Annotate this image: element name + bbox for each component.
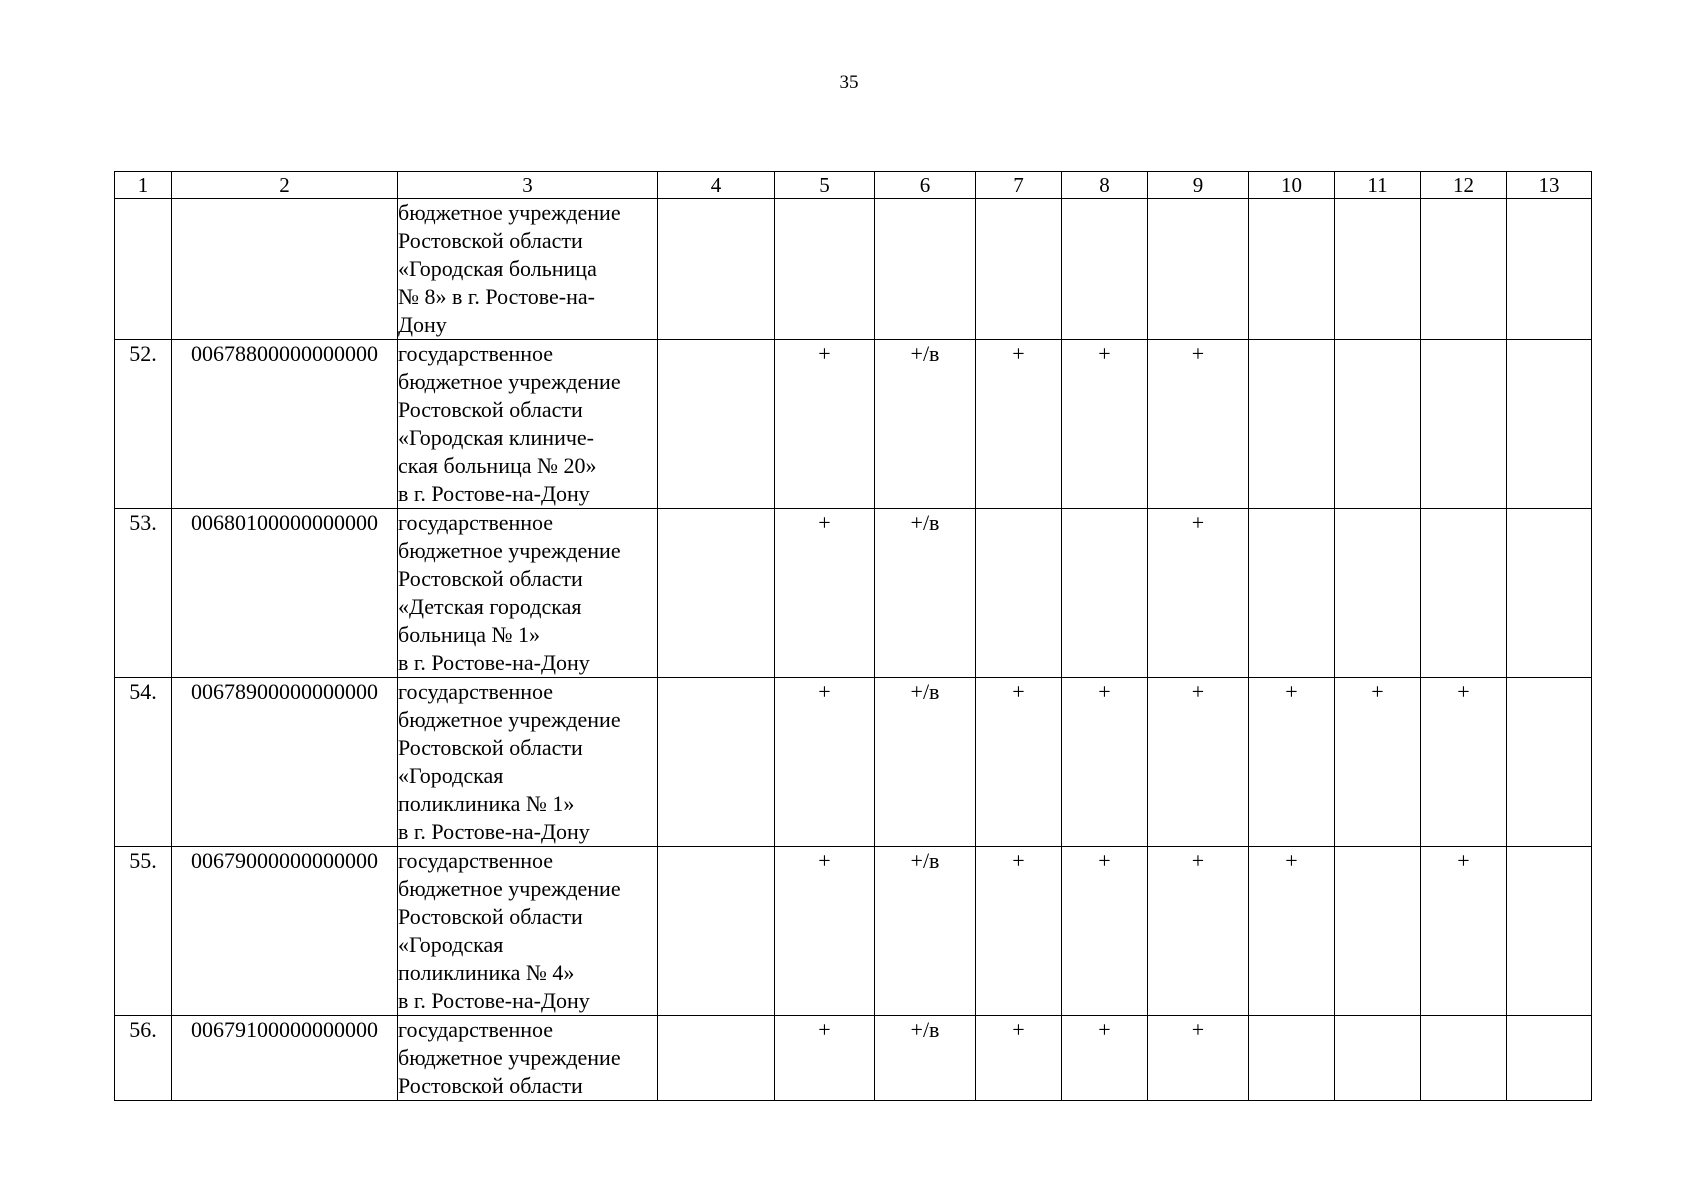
row-number: 52.	[115, 340, 172, 509]
cell-col-7	[976, 199, 1062, 340]
cell-col-9	[1148, 199, 1249, 340]
cell-col-10	[1249, 340, 1335, 509]
cell-col-5: +	[775, 340, 875, 509]
registry-code: 00678800000000000	[172, 340, 398, 509]
cell-col-13	[1507, 340, 1592, 509]
organization-name: государственное бюджетное учреждение Ростовской области «Городская поликлиника № 4» в г. Ростове-на-Дону	[398, 847, 658, 1016]
column-header: 6	[875, 172, 976, 199]
cell-col-6	[875, 199, 976, 340]
cell-col-8: +	[1062, 340, 1148, 509]
cell-col-9: +	[1148, 847, 1249, 1016]
registry-code: 00679000000000000	[172, 847, 398, 1016]
column-header: 8	[1062, 172, 1148, 199]
column-header: 10	[1249, 172, 1335, 199]
column-header: 12	[1421, 172, 1507, 199]
cell-col-11	[1335, 847, 1421, 1016]
cell-col-6: +/в	[875, 1016, 976, 1101]
row-number: 56.	[115, 1016, 172, 1101]
cell-col-4	[658, 509, 775, 678]
table-row	[115, 847, 1592, 1016]
cell-col-4	[658, 678, 775, 847]
cell-col-12	[1421, 340, 1507, 509]
cell-col-7: +	[976, 340, 1062, 509]
cell-col-11	[1335, 340, 1421, 509]
registry-code: 00678900000000000	[172, 678, 398, 847]
cell-col-10: +	[1249, 847, 1335, 1016]
column-header: 9	[1148, 172, 1249, 199]
row-number: 55.	[115, 847, 172, 1016]
header-row	[115, 172, 1592, 199]
registry-code: 00679100000000000	[172, 1016, 398, 1101]
cell-col-8	[1062, 509, 1148, 678]
cell-col-11	[1335, 1016, 1421, 1101]
cell-col-7: +	[976, 847, 1062, 1016]
cell-col-4	[658, 847, 775, 1016]
column-header: 13	[1507, 172, 1592, 199]
column-header: 5	[775, 172, 875, 199]
cell-col-4	[658, 340, 775, 509]
cell-col-9: +	[1148, 509, 1249, 678]
registry-code	[172, 199, 398, 340]
cell-col-12	[1421, 509, 1507, 678]
cell-col-11	[1335, 199, 1421, 340]
cell-col-11	[1335, 509, 1421, 678]
cell-col-11: +	[1335, 678, 1421, 847]
cell-col-10	[1249, 199, 1335, 340]
cell-col-6: +/в	[875, 847, 976, 1016]
column-header: 11	[1335, 172, 1421, 199]
cell-col-12	[1421, 199, 1507, 340]
cell-col-8: +	[1062, 847, 1148, 1016]
cell-col-4	[658, 199, 775, 340]
cell-col-7: +	[976, 678, 1062, 847]
cell-col-6: +/в	[875, 340, 976, 509]
organization-name: бюджетное учреждение Ростовской области «Городская больница № 8» в г. Ростове-на- Дону	[398, 199, 658, 340]
cell-col-5: +	[775, 1016, 875, 1101]
cell-col-9: +	[1148, 1016, 1249, 1101]
table-row	[115, 678, 1592, 847]
cell-col-10	[1249, 509, 1335, 678]
page-number: 35	[839, 72, 859, 93]
organization-name: государственное бюджетное учреждение Ростовской области «Городская клиниче- ская больница № 20» в г. Ростове-на-Дону	[398, 340, 658, 509]
cell-col-13	[1507, 1016, 1592, 1101]
table-row	[115, 199, 1592, 340]
column-header: 7	[976, 172, 1062, 199]
cell-col-13	[1507, 678, 1592, 847]
cell-col-6: +/в	[875, 509, 976, 678]
cell-col-10	[1249, 1016, 1335, 1101]
column-header: 1	[115, 172, 172, 199]
table-row	[115, 1016, 1592, 1101]
row-number: 53.	[115, 509, 172, 678]
column-header: 3	[398, 172, 658, 199]
cell-col-10: +	[1249, 678, 1335, 847]
cell-col-13	[1507, 847, 1592, 1016]
cell-col-5	[775, 199, 875, 340]
cell-col-5: +	[775, 847, 875, 1016]
cell-col-9: +	[1148, 678, 1249, 847]
organization-name: государственное бюджетное учреждение Ростовской области «Детская городская больница № 1» в г. Ростове-на-Дону	[398, 509, 658, 678]
row-number: 54.	[115, 678, 172, 847]
organization-name: государственное бюджетное учреждение Ростовской области	[398, 1016, 658, 1101]
cell-col-8: +	[1062, 1016, 1148, 1101]
cell-col-13	[1507, 199, 1592, 340]
cell-col-8: +	[1062, 678, 1148, 847]
table-row	[115, 509, 1592, 678]
cell-col-5: +	[775, 678, 875, 847]
cell-col-12: +	[1421, 678, 1507, 847]
cell-col-6: +/в	[875, 678, 976, 847]
organization-name: государственное бюджетное учреждение Ростовской области «Городская поликлиника № 1» в г. Ростове-на-Дону	[398, 678, 658, 847]
cell-col-7	[976, 509, 1062, 678]
column-header: 4	[658, 172, 775, 199]
cell-col-13	[1507, 509, 1592, 678]
column-header: 2	[172, 172, 398, 199]
cell-col-7: +	[976, 1016, 1062, 1101]
cell-col-8	[1062, 199, 1148, 340]
table-row	[115, 340, 1592, 509]
cell-col-12: +	[1421, 847, 1507, 1016]
cell-col-9: +	[1148, 340, 1249, 509]
registry-table	[114, 171, 1592, 1101]
cell-col-5: +	[775, 509, 875, 678]
cell-col-12	[1421, 1016, 1507, 1101]
cell-col-4	[658, 1016, 775, 1101]
registry-code: 00680100000000000	[172, 509, 398, 678]
row-number	[115, 199, 172, 340]
